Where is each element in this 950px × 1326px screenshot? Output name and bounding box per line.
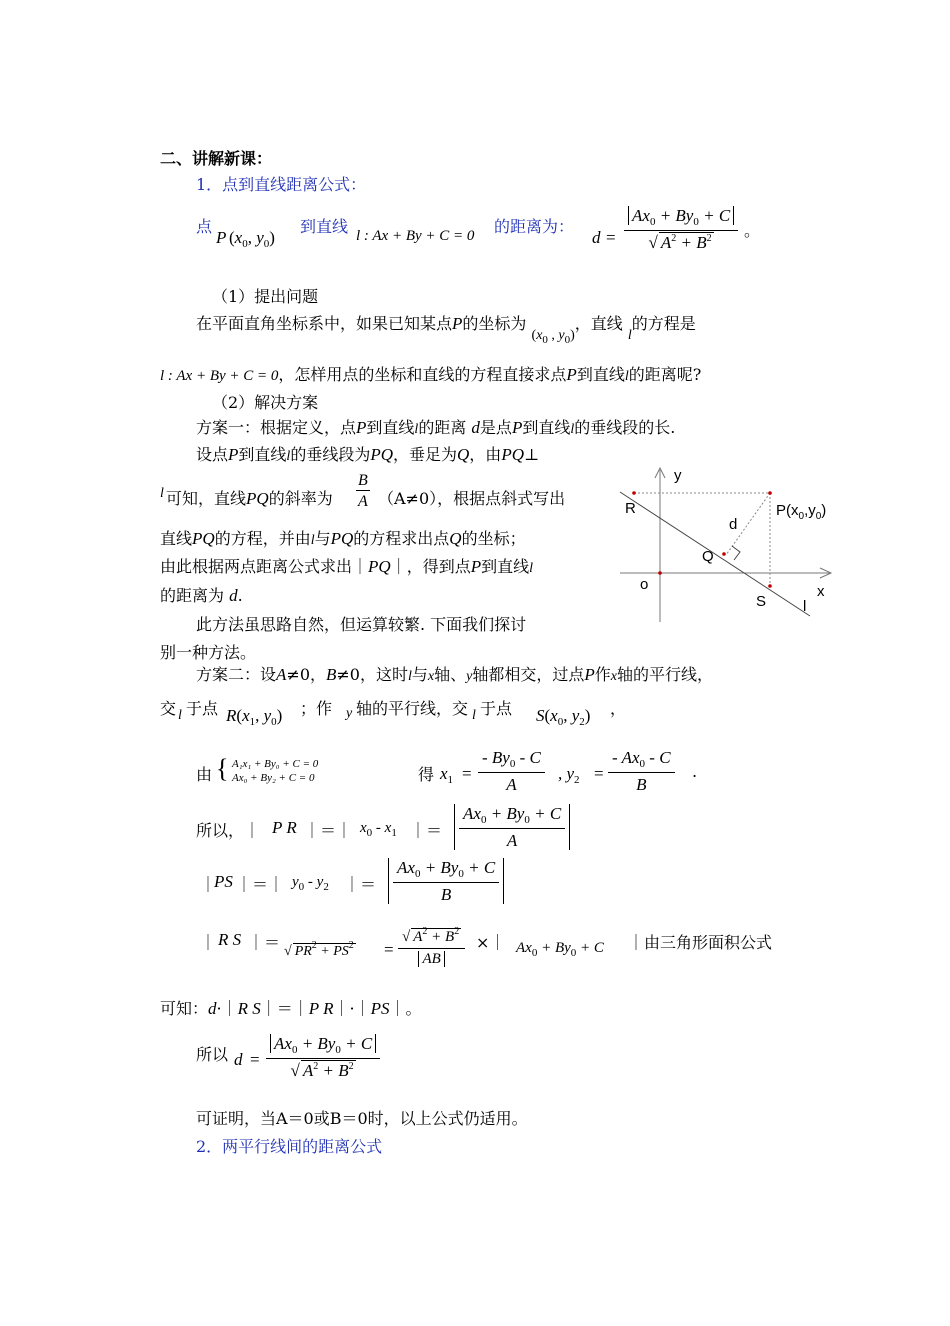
x-axis-label: x: [817, 583, 825, 600]
method-1-line-1: 方案一：根据定义，点P到直线l的距离 d是点P到直线l的垂线段的长.: [196, 418, 676, 437]
topic-2-title: 2．两平行线间的距离公式: [196, 1137, 383, 1156]
equation-rs: ｜ R S ｜＝ √ $PR^2 + PS^2$ = $\frac{√ A^2 + B^2}{AB}$ ×｜ $Ax_0 + By_0 + C$ ｜由三角形面积公式: [200, 926, 773, 967]
paragraph-problem-1: 在平面直角坐标系中，如果已知某点P的坐标为 ($x_0$ , $y_0$)，直线 l的方程是: [196, 314, 696, 346]
l-label: l: [803, 598, 807, 615]
method-2-line-1: 方案二：设A≠0，B≠0，这时l与x轴、y轴都相交，过点P作x轴的平行线，: [196, 665, 714, 684]
proof-note: 可证明，当A＝0或B＝0时，以上公式仍适用。: [196, 1109, 528, 1128]
y-axis-label: y: [674, 467, 682, 484]
final-formula: 所以 d = $\frac{Ax_0 + By_0 + C}{√ A^2 + B^2}$: [196, 1034, 496, 1092]
equation-pr: 所以，｜ P R ｜＝｜ $x_0 - x_1$ ｜＝ $\frac{Ax_0 + By_0 + C}{A}$: [196, 804, 616, 854]
d-label: d: [729, 516, 738, 533]
q-label: Q: [702, 548, 714, 565]
coordinate-diagram: [610, 462, 840, 622]
point-s: [768, 584, 772, 588]
method-2-system: 由 { A₁x₁ + By₀ + C = 0 Ax₀ + By₂ + C = 0 得 $x_1$ = $\frac{- By_0 - C}{A}$ , $y_2$ = $\frac{- Ax_0 - C}{B}$ .: [196, 748, 698, 794]
point-p: [768, 491, 772, 495]
section-heading: 二、讲解新课：: [160, 149, 273, 168]
method-1-line-8: 别一种方法。: [160, 643, 257, 662]
equation-ps: ｜ PS ｜＝｜ $y_0 - y_2$ ｜＝ $\frac{Ax_0 + By_0 + C}{B}$: [196, 858, 616, 908]
paragraph-problem-2: l : Ax + By + C = 0，怎样用点的坐标和直线的方程直接求点P到直线l的距离呢?: [160, 365, 702, 384]
subsection-2-title: （2）解决方案: [212, 393, 319, 412]
point-origin: [658, 571, 662, 575]
area-relation: 可知：d·｜R S｜＝｜P R｜·｜PS｜。: [160, 999, 422, 1018]
method-1-line-4: 直线PQ的方程，并由l与PQ的方程求出点Q的坐标；: [160, 529, 526, 548]
method-1-line-2: 设点P到直线l的垂线段为PQ，垂足为Q，由PQ⊥: [196, 445, 540, 464]
point-r: [632, 491, 636, 495]
topic-1-title: 1．点到直线距离公式：: [196, 175, 367, 194]
r-label: R: [625, 500, 636, 517]
origin-label: o: [640, 576, 649, 593]
p-label: $P(x_0,y_0)$: [776, 502, 827, 522]
method-1-line-6: 的距离为 d.: [160, 586, 243, 605]
method-1-line-5: 由此根据两点距离公式求出｜PQ｜，得到点P到直线l: [160, 557, 533, 576]
subsection-1-title: （1）提出问题: [212, 287, 319, 306]
method-1-line-7: 此方法虽思路自然，但运算较繁. 下面我们探讨: [196, 615, 527, 634]
right-angle-mark: [732, 546, 740, 560]
point-q: [722, 552, 726, 556]
s-label: S: [756, 593, 767, 610]
method-2-line-2: 交 l 于点 $R(x_1$, $y_0$) ；作 y 轴的平行线，交 l 于点 $S(x_0$, $y_2$) ，: [160, 699, 627, 728]
